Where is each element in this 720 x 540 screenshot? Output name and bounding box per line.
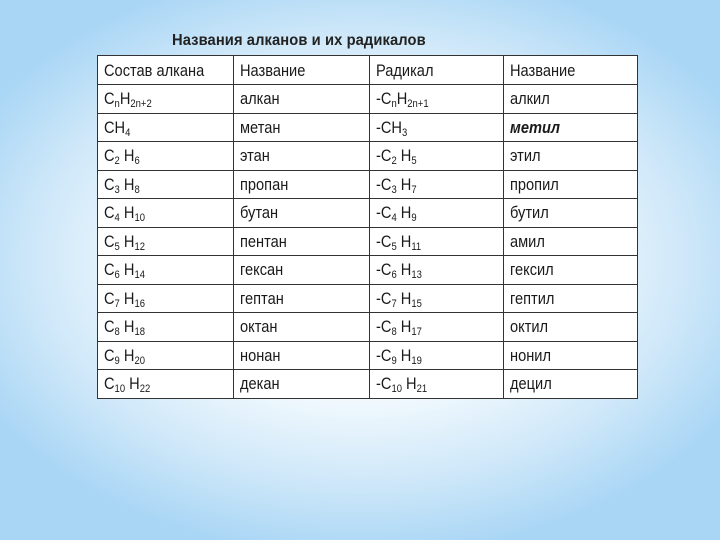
radical-formula	[376, 89, 429, 111]
alkane-name-cell	[234, 284, 370, 313]
formula-subscript: 16	[134, 297, 145, 310]
radical-name-cell	[504, 170, 638, 199]
formula-symbol: H	[119, 317, 135, 337]
formula-subscript: 10	[391, 383, 402, 396]
table-row	[98, 170, 638, 199]
radical-formula	[376, 374, 428, 396]
formula-symbol: -C	[376, 317, 392, 337]
radical-cell	[370, 142, 504, 171]
table-row	[98, 199, 638, 228]
radical-name-cell	[504, 341, 638, 370]
alkane-name-cell	[234, 170, 370, 199]
formula-subscript: n	[114, 98, 120, 111]
formula-subscript: 6	[114, 269, 120, 282]
radical-name-cell	[504, 199, 638, 228]
alkane-name-cell	[234, 199, 370, 228]
formula-symbol: H	[119, 89, 131, 109]
table-row	[98, 113, 638, 142]
formula-symbol: -C	[376, 89, 392, 109]
formula-symbol: C	[104, 89, 115, 109]
radical-cell	[370, 227, 504, 256]
formula-subscript: 4	[114, 212, 120, 225]
radical-name-cell	[504, 256, 638, 285]
radical-name-cell	[504, 313, 638, 342]
radical-formula	[376, 174, 417, 196]
composition-cell	[98, 113, 234, 142]
alkane-name-cell	[234, 341, 370, 370]
formula-subscript: 17	[411, 326, 422, 339]
formula-subscript: 9	[411, 212, 417, 225]
formula-formula	[104, 89, 152, 111]
formula-symbol: C	[104, 231, 115, 251]
formula-symbol: H	[119, 174, 135, 194]
formula-symbol: H	[119, 203, 135, 223]
formula-symbol: -C	[376, 288, 392, 308]
formula-subscript: 2	[391, 155, 397, 168]
radical-cell	[370, 284, 504, 313]
formula-subscript: 9	[391, 354, 397, 367]
radical-formula	[376, 288, 422, 310]
radical-cell	[370, 170, 504, 199]
alkane-name: пропан	[240, 174, 289, 194]
alkane-name: метан	[240, 117, 281, 137]
formula-formula	[104, 117, 131, 139]
radical-name-cell	[504, 227, 638, 256]
composition-cell	[98, 199, 234, 228]
formula-subscript: 6	[134, 155, 140, 168]
alkane-name: гептан	[240, 288, 284, 308]
formula-symbol: H	[396, 317, 412, 337]
formula-subscript: 7	[411, 183, 417, 196]
composition-cell	[98, 256, 234, 285]
formula-symbol: C	[104, 260, 115, 280]
table-row	[98, 142, 638, 171]
radical-name: гексил	[510, 260, 554, 280]
formula-formula	[104, 374, 151, 396]
alkane-name: алкан	[240, 89, 280, 109]
formula-formula	[104, 146, 140, 168]
formula-subscript: 5	[391, 240, 397, 253]
radical-name: алкил	[510, 89, 550, 109]
radical-formula	[376, 317, 422, 339]
radical-cell	[370, 256, 504, 285]
radical-cell	[370, 370, 504, 399]
alkane-name: октан	[240, 317, 278, 337]
radical-name: амил	[510, 231, 545, 251]
composition-cell	[98, 341, 234, 370]
formula-subscript: 21	[416, 383, 428, 396]
formula-symbol: H	[396, 260, 412, 280]
table-row	[98, 341, 638, 370]
formula-symbol: H	[396, 146, 412, 166]
radical-cell	[370, 341, 504, 370]
header-cell	[98, 56, 234, 85]
formula-symbol: H	[119, 146, 135, 166]
header-composition: Состав алкана	[104, 60, 205, 80]
formula-symbol: H	[396, 231, 412, 251]
formula-symbol: H	[396, 174, 412, 194]
radical-name-cell	[504, 85, 638, 114]
formula-symbol: CH	[104, 117, 126, 137]
alkane-name-cell	[234, 370, 370, 399]
table-title: Названия алканов и их радикалов	[172, 32, 426, 49]
radical-name-cell	[504, 113, 638, 142]
formula-symbol: C	[104, 288, 115, 308]
formula-subscript: 8	[391, 326, 397, 339]
formula-subscript: 13	[411, 269, 422, 282]
formula-subscript: 3	[401, 126, 408, 139]
formula-subscript: 2	[114, 155, 120, 168]
formula-symbol: -C	[376, 174, 392, 194]
radical-name-cell	[504, 370, 638, 399]
formula-subscript: 10	[134, 212, 145, 225]
formula-symbol: -C	[376, 146, 392, 166]
composition-cell	[98, 313, 234, 342]
radical-name: пропил	[510, 174, 559, 194]
formula-subscript: 2n+1	[407, 98, 429, 111]
header-name: Название	[240, 60, 306, 80]
radical-formula	[376, 345, 422, 367]
formula-symbol: -C	[376, 374, 392, 394]
formula-subscript: 22	[139, 383, 151, 396]
formula-subscript: 4	[125, 126, 131, 139]
formula-subscript: n	[391, 98, 397, 111]
radical-formula	[376, 117, 408, 139]
radical-name: гептил	[510, 288, 555, 308]
formula-subscript: 7	[391, 297, 397, 310]
formula-formula	[104, 317, 145, 339]
alkane-name-cell	[234, 313, 370, 342]
formula-symbol: -C	[376, 345, 392, 365]
formula-subscript: 5	[114, 240, 120, 253]
header-cell	[370, 56, 504, 85]
formula-subscript: 3	[391, 183, 397, 196]
radical-formula	[376, 146, 417, 168]
table-row	[98, 313, 638, 342]
radical-formula	[376, 231, 422, 253]
formula-subscript: 14	[134, 269, 145, 282]
header-radical: Радикал	[376, 60, 434, 80]
radical-name: нонил	[510, 345, 551, 365]
alkane-name-cell	[234, 85, 370, 114]
radical-cell	[370, 313, 504, 342]
composition-cell	[98, 85, 234, 114]
composition-cell	[98, 227, 234, 256]
radical-name: бутил	[510, 203, 549, 223]
radical-name: этил	[510, 146, 541, 166]
alkane-name-cell	[234, 227, 370, 256]
formula-subscript: 4	[391, 212, 397, 225]
table-row	[98, 370, 638, 399]
table-header-row	[98, 56, 638, 85]
formula-subscript: 10	[114, 383, 126, 396]
formula-symbol: H	[396, 288, 412, 308]
alkane-name-cell	[234, 142, 370, 171]
formula-subscript: 5	[411, 155, 417, 168]
radical-name-cell	[504, 142, 638, 171]
formula-formula	[104, 345, 145, 367]
formula-subscript: 2n+2	[130, 98, 152, 111]
alkane-name: этан	[240, 146, 270, 166]
formula-symbol: C	[104, 174, 115, 194]
alkane-name: пентан	[240, 231, 287, 251]
table-row	[98, 284, 638, 313]
formula-subscript: 8	[114, 326, 120, 339]
formula-symbol: C	[104, 317, 115, 337]
formula-subscript: 9	[114, 354, 120, 367]
alkane-name-cell	[234, 113, 370, 142]
formula-symbol: -C	[376, 231, 392, 251]
formula-formula	[104, 231, 145, 253]
formula-symbol: H	[119, 345, 135, 365]
formula-symbol: H	[119, 231, 135, 251]
table-row	[98, 85, 638, 114]
formula-subscript: 15	[411, 297, 422, 310]
table-row	[98, 227, 638, 256]
formula-symbol: H	[396, 345, 412, 365]
alkane-name: нонан	[240, 345, 281, 365]
formula-symbol: H	[119, 260, 135, 280]
radical-name: децил	[510, 374, 552, 394]
formula-symbol: -C	[376, 260, 392, 280]
alkanes-table	[97, 55, 638, 399]
formula-symbol: H	[125, 374, 140, 394]
formula-formula	[104, 288, 145, 310]
header-cell	[504, 56, 638, 85]
formula-subscript: 18	[134, 326, 145, 339]
formula-subscript: 7	[114, 297, 120, 310]
formula-subscript: 12	[134, 240, 145, 253]
radical-cell	[370, 85, 504, 114]
table-row	[98, 256, 638, 285]
formula-symbol: -CH	[376, 117, 402, 137]
formula-formula	[104, 203, 145, 225]
formula-symbol: C	[104, 345, 115, 365]
composition-cell	[98, 142, 234, 171]
formula-formula	[104, 260, 145, 282]
alkane-name: декан	[240, 374, 280, 394]
formula-symbol: C	[104, 146, 115, 166]
radical-name: октил	[510, 317, 549, 337]
formula-subscript: 20	[134, 354, 145, 367]
formula-symbol: C	[104, 374, 115, 394]
formula-symbol: -C	[376, 203, 392, 223]
radical-cell	[370, 199, 504, 228]
formula-subscript: 19	[411, 354, 422, 367]
alkane-name: гексан	[240, 260, 284, 280]
composition-cell	[98, 284, 234, 313]
formula-symbol: H	[396, 89, 408, 109]
formula-symbol: H	[119, 288, 135, 308]
alkane-name-cell	[234, 256, 370, 285]
formula-formula	[104, 174, 140, 196]
radical-formula	[376, 203, 417, 225]
formula-subscript: 6	[391, 269, 397, 282]
radical-cell	[370, 113, 504, 142]
formula-symbol: H	[396, 203, 412, 223]
header-radical-name: Название	[510, 60, 576, 80]
formula-subscript: 3	[114, 183, 120, 196]
composition-cell	[98, 370, 234, 399]
formula-symbol: H	[401, 374, 417, 394]
formula-subscript: 11	[411, 240, 422, 253]
radical-name: метил	[510, 117, 560, 137]
alkane-name: бутан	[240, 203, 279, 223]
formula-subscript: 8	[134, 183, 140, 196]
radical-name-cell	[504, 284, 638, 313]
formula-symbol: C	[104, 203, 115, 223]
radical-formula	[376, 260, 422, 282]
composition-cell	[98, 170, 234, 199]
header-cell	[234, 56, 370, 85]
